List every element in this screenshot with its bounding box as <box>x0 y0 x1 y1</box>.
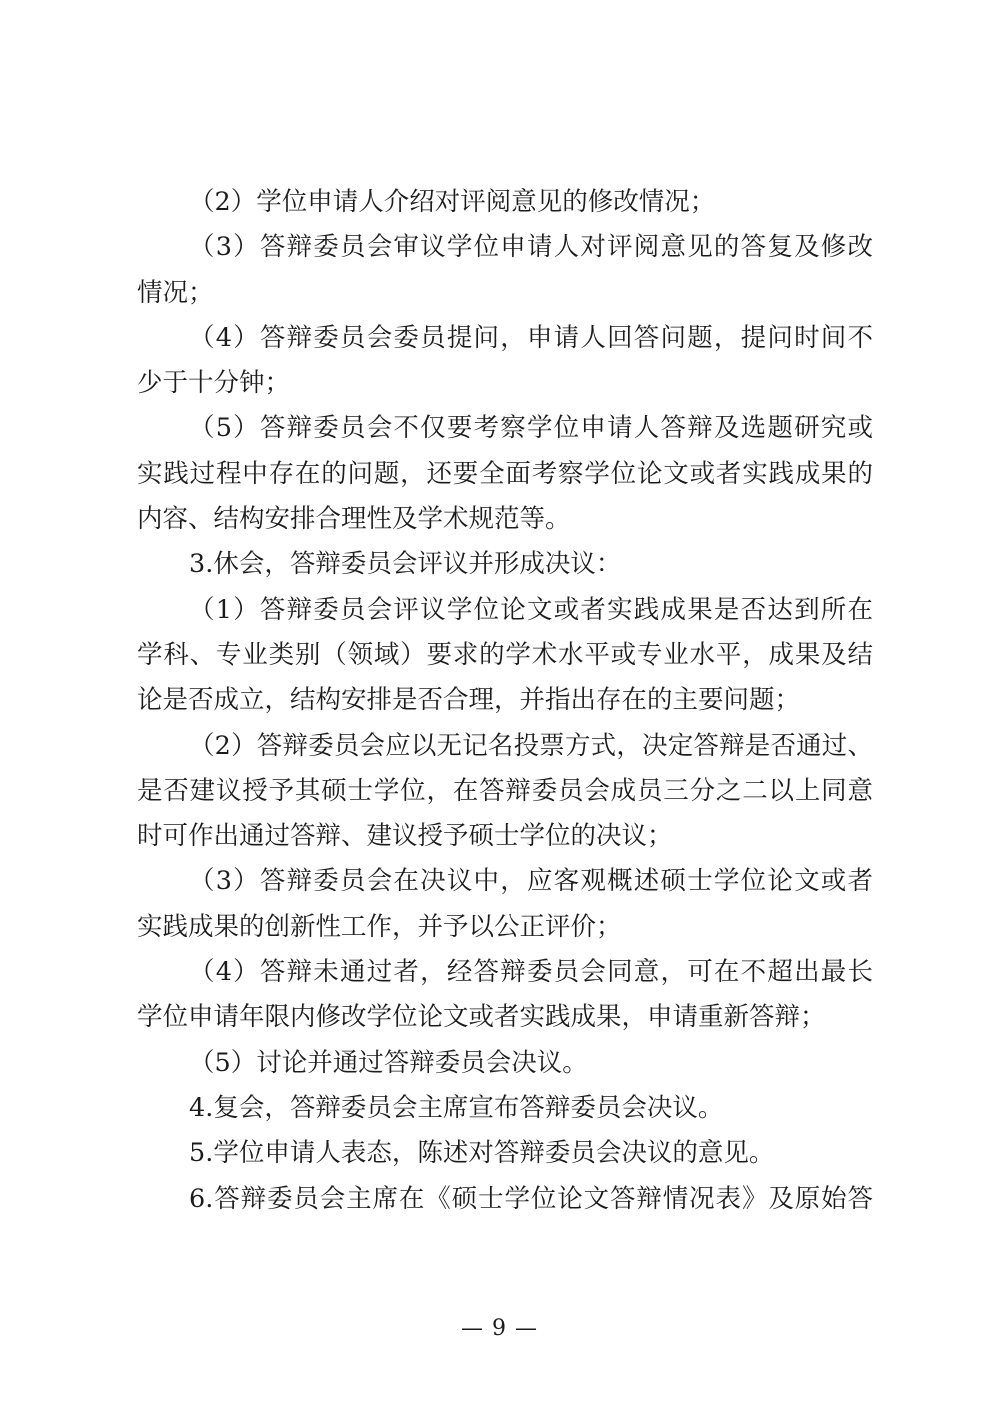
text-line: 是否建议授予其硕士学位，在答辩委员会成员三分之二以上同意 <box>137 775 873 806</box>
text-line: 学位申请年限内修改学位论文或者实践成果，申请重新答辩； <box>137 1002 826 1033</box>
text-line: （3）答辩委员会在决议中，应客观概述硕士学位论文或者 <box>189 866 873 897</box>
paragraph <box>137 316 873 407</box>
text-line: 实践成果的创新性工作，并予以公正评价； <box>137 911 622 942</box>
paragraph <box>137 1041 873 1086</box>
text-line: （2）答辩委员会应以无记名投票方式，决定答辩是否通过、 <box>189 730 873 761</box>
document-body <box>137 180 873 1222</box>
section-heading <box>137 1086 873 1131</box>
section-heading <box>137 542 873 587</box>
text-line: （4）答辩未通过者，经答辩委员会同意，可在不超出最长 <box>189 957 873 988</box>
paragraph <box>137 225 873 316</box>
text-line: 实践过程中存在的问题，还要全面考察学位论文或者实践成果的 <box>137 458 873 489</box>
page-number: — 9 — <box>461 1316 538 1341</box>
text-line: （5）答辩委员会不仅要考察学位申请人答辩及选题研究或 <box>189 413 873 444</box>
text-line: （3）答辩委员会审议学位申请人对评阅意见的答复及修改 <box>189 232 873 263</box>
section-heading <box>137 1131 873 1176</box>
text-line: （1）答辩委员会评议学位论文或者实践成果是否达到所在 <box>189 594 873 625</box>
text-line: 5.学位申请人表态，陈述对答辩委员会决议的意见。 <box>189 1138 775 1169</box>
text-line: 4.复会，答辩委员会主席宣布答辩委员会决议。 <box>189 1092 724 1123</box>
text-line: 论是否成立，结构安排是否合理，并指出存在的主要问题； <box>137 685 801 716</box>
text-line: 3.休会，答辩委员会评议并形成决议： <box>189 549 622 580</box>
text-line: 少于十分钟； <box>137 368 291 399</box>
paragraph <box>137 588 873 724</box>
paragraph <box>137 950 873 1041</box>
text-line: （2）学位申请人介绍对评阅意见的修改情况； <box>189 187 716 217</box>
text-line: 情况； <box>137 277 214 308</box>
text-line: 6.答辩委员会主席在《硕士学位论文答辩情况表》及原始答 <box>189 1183 873 1214</box>
text-line: 时可作出通过答辩、建议授予硕士学位的决议； <box>137 821 673 852</box>
text-line: （5）讨论并通过答辩委员会决议。 <box>189 1047 588 1078</box>
paragraph <box>137 724 873 860</box>
paragraph <box>137 859 873 950</box>
text-line: 学科、专业类别（领域）要求的学术水平或专业水平，成果及结 <box>137 639 873 670</box>
text-line: （4）答辩委员会委员提问，申请人回答问题，提问时间不 <box>189 322 873 353</box>
paragraph <box>137 406 873 542</box>
text-line: 内容、结构安排合理性及学术规范等。 <box>137 504 571 535</box>
paragraph <box>137 180 873 225</box>
section-heading <box>137 1177 873 1222</box>
